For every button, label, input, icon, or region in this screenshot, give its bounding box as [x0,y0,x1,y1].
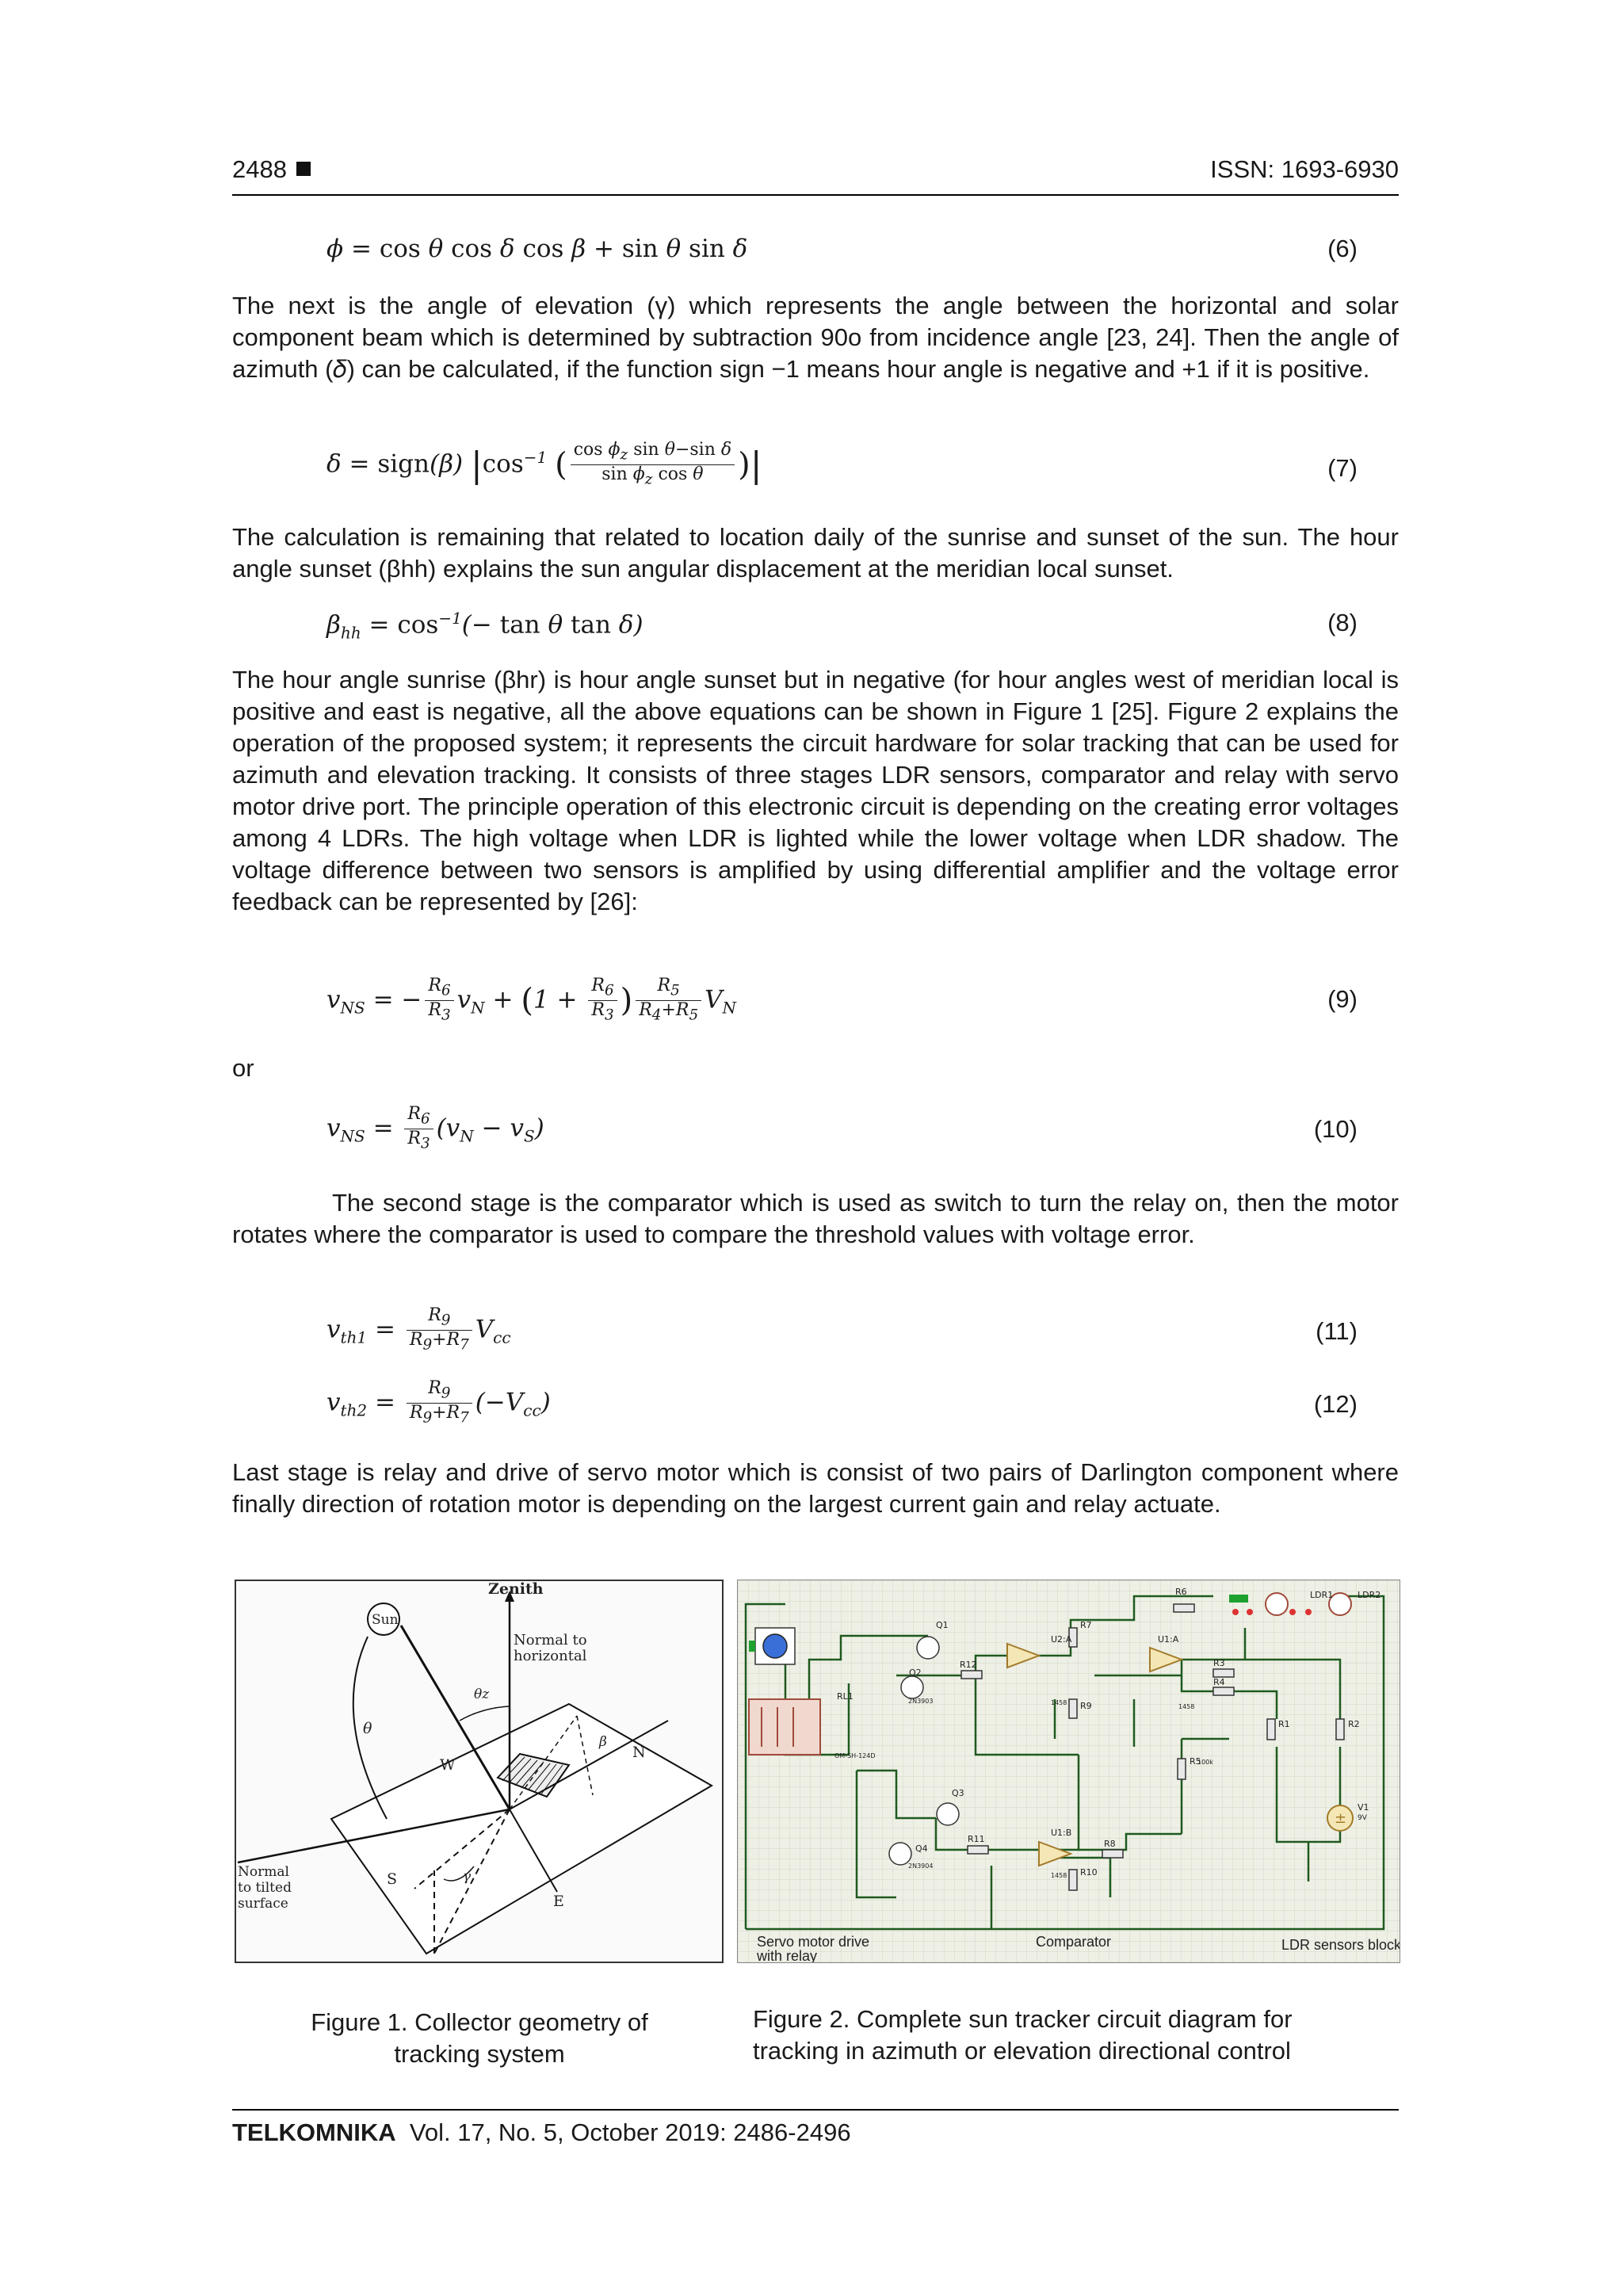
equation-8-number: (8) [1327,609,1358,636]
equation-9-number: (9) [1327,985,1358,1013]
normal-tilted-label-2: to tilted [238,1880,292,1896]
footer-rule [232,2109,1399,2111]
north-label: N [632,1744,646,1761]
equation-7-number: (7) [1327,454,1358,482]
figure-2-caption-line-1: Figure 2. Complete sun tracker circuit diagram for [753,2005,1293,2033]
transistor-q3 [937,1803,959,1825]
ldr-indicator [1229,1595,1248,1603]
equation-11-number: (11) [1316,1317,1358,1345]
label-part-100k: 100k [1197,1759,1213,1766]
label-part-1458-c: 1458 [1051,1872,1067,1879]
page-number-text: 2488 [232,155,287,183]
south-label: S [387,1870,398,1888]
label-r2: R2 [1348,1719,1360,1729]
label-q2: Q2 [909,1668,922,1678]
transistor-q1 [917,1637,939,1659]
journal-name: TELKOMNIKA [232,2118,396,2146]
label-r11: R11 [968,1834,985,1844]
transistor-q4 [889,1843,911,1865]
label-part-2n3904: 2N3904 [908,1862,934,1870]
block-label-servo-1: Servo motor drive [757,1934,870,1950]
figure-1-caption [269,2007,689,2070]
label-part-2n3903-a: 2N3903 [908,1698,934,1705]
equation-6: 𝜙 = cos 𝜃 cos 𝛿 cos 𝛽 + sin 𝜃 sin 𝛿 [327,235,748,263]
label-q3: Q3 [952,1788,964,1798]
label-v1: V1 [1358,1802,1369,1813]
relay-rl1 [749,1699,820,1755]
east-label: E [553,1893,564,1910]
figure-1-caption-line-2: tracking system [394,2040,565,2068]
theta-z-arc [460,1706,510,1721]
paragraph-elevation: The next is the angle of elevation (γ) which represents the angle between the horizontal and solar component beam which is determined by subtraction 90o from incidence angle [23, 24]. Then the angle of azimuth (𝛿) can be calculated, if the function sign −1 means hour angle is negative and +1 if it is positive. [232,292,1399,383]
label-part-1458-a: 1458 [1051,1699,1067,1706]
block-label-servo-2: with relay [757,1948,818,1962]
paragraph-comparator: The second stage is the comparator which is used as switch to turn the relay on, then the motor rotates where the comparator is used to compare the threshold values with voltage error. [232,1189,1399,1248]
paragraph-sunrise-system: The hour angle sunrise (βhr) is hour angle sunset but in negative (for hour angles west of meridian local is positive and east is negative, all the above equations can be shown in Figure 1 [25]. Figure 2 explains the operation of the proposed system; it represents the circuit hardware for solar tracking that can be used for azimuth and elevation tracking. It consists of three stages LDR sensors, comparator and relay with servo motor drive port. The principle operation of this electronic circuit is depending on the creating error voltages among 4 LDRs. The high voltage when LDR is lighted while the lower voltage when LDR shadow. The voltage difference between two sensors is amplified by using differential amplifier and the voltage error feedback can be represented by [26]: [232,666,1399,915]
label-q1: Q1 [936,1620,949,1630]
block-label-ldr: LDR sensors block [1281,1937,1400,1953]
figure-2-caption [753,2004,1387,2067]
label-r5: R5 [1190,1756,1201,1767]
paragraph-sunset: The calculation is remaining that related to location daily of the sunrise and sunset of the sun. The hour angle sunset (βhh) explains the sun angular displacement at the meridian local sunset. [232,523,1399,583]
theta-label: θ [363,1720,372,1737]
label-q4: Q4 [915,1843,928,1854]
header-rule [232,194,1399,196]
label-r7: R7 [1080,1620,1092,1630]
footer [232,2118,851,2147]
label-r10: R10 [1080,1867,1098,1878]
beta-label: β [599,1734,607,1750]
equation-10-number: (10) [1313,1115,1358,1143]
sun-label: Sun [372,1612,399,1628]
label-part-1458-b: 1458 [1178,1703,1195,1710]
west-label: W [440,1756,456,1774]
label-r8: R8 [1104,1839,1116,1849]
or-text: or [232,1054,254,1082]
figure-2-caption-line-2: tracking in azimuth or elevation directional control [753,2037,1291,2065]
label-ldr1: LDR1 [1310,1590,1334,1600]
normal-tilted-label-3: surface [238,1896,288,1912]
zenith-label: Zenith [488,1581,544,1598]
equation-7: 𝛿 = sign(𝛽) $|\cos^{-1}$ ( $\frac{\cos 𝜙_𝑧 \sin 𝜃-\sin 𝛿}{\sin 𝜙_𝑧 \cos 𝜃}$ )| [327,440,762,488]
normal-horizontal-label-2: horizontal [514,1648,587,1664]
label-r1: R1 [1278,1719,1290,1729]
equation-6-number: (6) [1327,235,1358,262]
journal-details: Vol. 17, No. 5, October 2019: 2486-2496 [409,2118,851,2146]
block-label-comparator: Comparator [1036,1934,1112,1950]
square-bullet-icon [296,162,311,176]
page-number [232,155,311,184]
label-r9: R9 [1080,1701,1092,1711]
equation-9: 𝑣$_{𝑁𝑆}$ = − $\frac{𝑅_6}{𝑅_3}$ 𝑣$_𝑁$ + (1 + $\frac{𝑅_6}{𝑅_3}$ ) $\frac{𝑅_5}{𝑅_4+𝑅_5}$ 𝑉$_𝑁$ [327,976,737,1024]
label-r6: R6 [1175,1587,1187,1597]
svg-text:±: ± [1335,1810,1347,1827]
label-relay-part: OM-SH-124D [834,1752,876,1759]
paragraph-relay: Last stage is relay and drive of servo motor which is consist of two pairs of Darlington component where finally direction of rotation motor is depending on the largest current gain and relay actuate. [232,1458,1399,1518]
label-ldr2: LDR2 [1358,1590,1381,1600]
normal-tilted-label-1: Normal [238,1864,289,1880]
equation-8: 𝛽$_{ℎℎ}$ = $\cos^{-1}(- \tan$ 𝜃 tan 𝛿) [327,609,643,643]
normal-horizontal-label-1: Normal to [514,1632,587,1648]
motor-icon [763,1634,787,1658]
label-r3: R3 [1213,1658,1225,1668]
equation-11: 𝑣$_{𝑡ℎ1}$ = $\frac{𝑅_9}{𝑅_9+𝑅_7}$ 𝑉$_{𝑐𝑐}$ [327,1305,511,1354]
theta-z-label: θz [474,1687,490,1702]
label-r4: R4 [1213,1677,1225,1687]
issn-label: ISSN: 1693-6930 [1210,155,1399,183]
transistor-q2 [901,1676,923,1698]
label-r12: R12 [960,1660,977,1670]
label-u2a: U2:A [1051,1634,1072,1645]
equation-10: 𝑣$_{𝑁𝑆}$ = $\frac{𝑅_6}{𝑅_3}$ (𝑣$_𝑁$ − 𝑣$_𝑆$) [327,1104,544,1152]
label-vcc: 9V [1358,1814,1367,1822]
equation-12-number: (12) [1313,1390,1358,1418]
figure-2-circuit-diagram [737,1580,1400,1963]
collector-geometry-diagram [236,1581,722,1962]
label-u1a: U1:A [1158,1634,1179,1645]
equation-12: 𝑣$_{𝑡ℎ2}$ = $\frac{𝑅_9}{𝑅_9+𝑅_7}$ (−𝑉$_{𝑐𝑐}$) [327,1378,551,1427]
gamma-label: γ [463,1869,472,1885]
figure-1-caption-line-1: Figure 1. Collector geometry of [311,2008,648,2036]
figure-1-collector-geometry [235,1580,724,1963]
label-rl1: RL1 [837,1691,854,1702]
label-u1b: U1:B [1051,1828,1072,1838]
sun-tracker-circuit-schematic [738,1580,1400,1962]
